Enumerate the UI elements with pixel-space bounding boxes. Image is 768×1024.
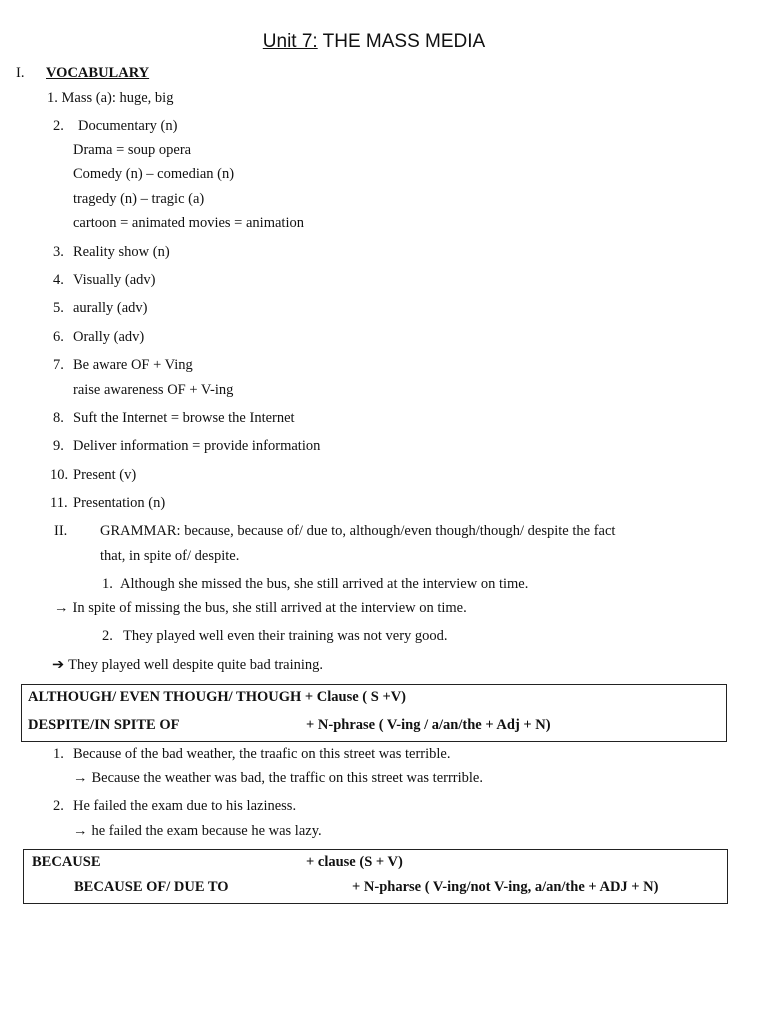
vocab-item-1: 1. Mass (a): huge, big xyxy=(47,90,174,106)
cause-example-1: Because of the bad weather, the traafic on this street was terrible. xyxy=(73,746,451,762)
section1-number: I. xyxy=(16,65,25,81)
rule-despite-label: DESPITE/IN SPITE OF xyxy=(28,717,180,733)
vocab-item-2-number: 2. xyxy=(53,118,64,134)
rule-despite-structure: + N-phrase ( V-ing / a/an/the + Adj + N) xyxy=(306,717,551,733)
rule-box-because xyxy=(23,849,728,904)
rule-although: ALTHOUGH/ EVEN THOUGH/ THOUGH + Clause ( S +V) xyxy=(28,689,407,705)
section2-number: II. xyxy=(54,523,68,539)
vocab-item-10: Present (v) xyxy=(73,467,137,483)
vocab-item-8-number: 8. xyxy=(53,410,64,426)
title-topic: THE MASS MEDIA xyxy=(317,31,486,52)
rule-because-structure: + clause (S + V) xyxy=(306,854,403,870)
vocab-item-2d: cartoon = animated movies = animation xyxy=(73,215,304,231)
rule-because-of-structure: + N-pharse ( V-ing/not V-ing, a/an/the + ADJ + N) xyxy=(352,879,659,895)
vocab-item-7a: raise awareness OF + V-ing xyxy=(73,382,234,398)
rule-box-although-despite xyxy=(21,684,727,742)
vocab-item-9-number: 9. xyxy=(53,438,64,454)
grammar-example-1-number: 1. xyxy=(102,576,113,592)
grammar-example-2: They played well even their training was not very good. xyxy=(123,628,448,644)
grammar-line-2: that, in spite of/ despite. xyxy=(100,548,240,564)
vocab-item-2c: tragedy (n) – tragic (a) xyxy=(73,191,205,207)
vocab-item-5: aurally (adv) xyxy=(73,300,148,316)
cause-example-2-result: → he failed the exam because he was lazy. xyxy=(73,823,322,839)
vocab-item-4-number: 4. xyxy=(53,272,64,288)
cause-example-1-number: 1. xyxy=(53,746,64,762)
section1-heading: VOCABULARY xyxy=(46,65,150,81)
vocab-item-4: Visually (adv) xyxy=(73,272,156,288)
vocab-item-3-number: 3. xyxy=(53,244,64,260)
vocab-item-2: Documentary (n) xyxy=(78,118,178,134)
vocab-item-8: Suft the Internet = browse the Internet xyxy=(73,410,295,426)
bold-right-arrow-icon: ➔ xyxy=(52,657,65,673)
vocab-item-2a: Drama = soup opera xyxy=(73,142,192,158)
vocab-item-6-number: 6. xyxy=(53,329,64,345)
vocab-item-10-number: 10. xyxy=(50,467,69,483)
vocab-item-9: Deliver information = provide information xyxy=(73,438,321,454)
vocab-item-5-number: 5. xyxy=(53,300,64,316)
right-arrow-icon: → xyxy=(54,600,69,616)
grammar-line-1: GRAMMAR: because, because of/ due to, although/even though/though/ despite the fact xyxy=(100,523,616,539)
page-title xyxy=(0,30,748,54)
cause-example-2-number: 2. xyxy=(53,798,64,814)
vocab-item-7-number: 7. xyxy=(53,357,64,373)
vocab-item-2b: Comedy (n) – comedian (n) xyxy=(73,166,235,182)
grammar-example-1: Although she missed the bus, she still arrived at the interview on time. xyxy=(120,576,529,592)
cause-example-1-result: → Because the weather was bad, the traffic on this street was terrrible. xyxy=(73,770,483,786)
right-arrow-icon: → xyxy=(73,823,88,839)
vocab-item-3: Reality show (n) xyxy=(73,244,170,260)
grammar-example-2-number: 2. xyxy=(102,628,113,644)
rule-because-of-label: BECAUSE OF/ DUE TO xyxy=(74,879,229,895)
rule-because-label: BECAUSE xyxy=(32,854,101,870)
cause-example-2: He failed the exam due to his laziness. xyxy=(73,798,297,814)
grammar-example-2-result: ➔ They played well despite quite bad training. xyxy=(52,657,324,673)
vocab-item-11-number: 11. xyxy=(50,495,68,511)
vocab-item-11: Presentation (n) xyxy=(73,495,166,511)
right-arrow-icon: → xyxy=(73,770,88,786)
title-unit: Unit 7: xyxy=(262,31,318,52)
vocab-item-6: Orally (adv) xyxy=(73,329,145,345)
vocab-item-7: Be aware OF + Ving xyxy=(73,357,193,373)
grammar-example-1-result: → In spite of missing the bus, she still arrived at the interview on time. xyxy=(54,600,467,616)
